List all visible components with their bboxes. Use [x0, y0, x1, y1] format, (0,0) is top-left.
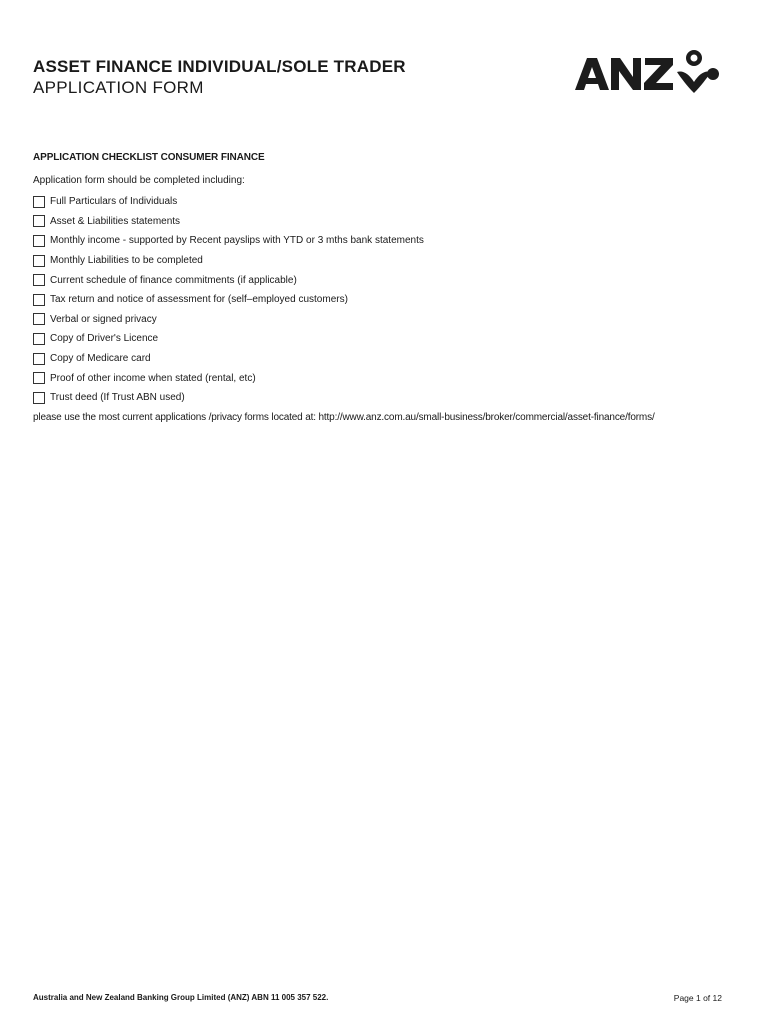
checklist-item-label: Current schedule of finance commitments (if applicable)	[50, 274, 297, 286]
checkbox[interactable]	[33, 333, 45, 345]
anz-people-icon	[677, 50, 719, 93]
checklist	[33, 192, 424, 408]
checklist-item-assets-liabilities	[33, 212, 424, 232]
checklist-heading: APPLICATION CHECKLIST CONSUMER FINANCE	[33, 152, 265, 163]
form-title-line2: APPLICATION FORM	[33, 78, 204, 97]
checklist-item-label: Monthly income - supported by Recent payslips with YTD or 3 mths bank statements	[50, 235, 424, 247]
checklist-item-label: Copy of Driver's Licence	[50, 333, 159, 345]
checklist-item-other-income	[33, 368, 424, 388]
checklist-item-label: Monthly Liabilities to be completed	[50, 255, 203, 267]
checklist-item-label: Verbal or signed privacy	[50, 313, 157, 325]
checklist-item-label: Asset & Liabilities statements	[50, 215, 181, 227]
checklist-item-medicare-card	[33, 349, 424, 369]
checklist-item-trust-deed	[33, 388, 424, 408]
checklist-item-label: Copy of Medicare card	[50, 353, 151, 365]
checklist-item-label: Trust deed (If Trust ABN used)	[50, 392, 185, 404]
checkbox[interactable]	[33, 215, 45, 227]
checkbox[interactable]	[33, 392, 45, 404]
footer-company: Australia and New Zealand Banking Group Limited (ANZ) ABN 11 005 357 522.	[33, 993, 329, 1002]
checkbox[interactable]	[33, 274, 45, 286]
forms-location-note: please use the most current applications /privacy forms located at: http://www.anz.com.au/small-business/broker/commercial/asset-finance/forms/	[33, 412, 655, 423]
checkbox[interactable]	[33, 196, 45, 208]
checkbox[interactable]	[33, 294, 45, 306]
form-title-line1: ASSET FINANCE INDIVIDUAL/SOLE TRADER	[33, 57, 406, 76]
checkbox[interactable]	[33, 255, 45, 267]
checklist-intro: Application form should be completed including:	[33, 175, 245, 186]
checkbox[interactable]	[33, 235, 45, 247]
checklist-item-label: Full Particulars of Individuals	[50, 196, 178, 208]
checkbox[interactable]	[33, 313, 45, 325]
checkbox[interactable]	[33, 353, 45, 365]
checklist-item-monthly-income	[33, 231, 424, 251]
checklist-item-full-particulars	[33, 192, 424, 212]
checklist-item-label: Tax return and notice of assessment for (self–employed customers)	[50, 294, 348, 306]
anz-logo	[573, 46, 723, 96]
checklist-item-label: Proof of other income when stated (rental, etc)	[50, 372, 256, 384]
checklist-item-finance-commitments	[33, 270, 424, 290]
page-number: Page 1 of 12	[673, 993, 722, 1003]
checkbox[interactable]	[33, 372, 45, 384]
checklist-item-privacy	[33, 310, 424, 330]
checklist-item-tax-return	[33, 290, 424, 310]
checklist-item-monthly-liabilities	[33, 251, 424, 271]
checklist-item-drivers-licence	[33, 329, 424, 349]
form-title	[33, 56, 406, 98]
